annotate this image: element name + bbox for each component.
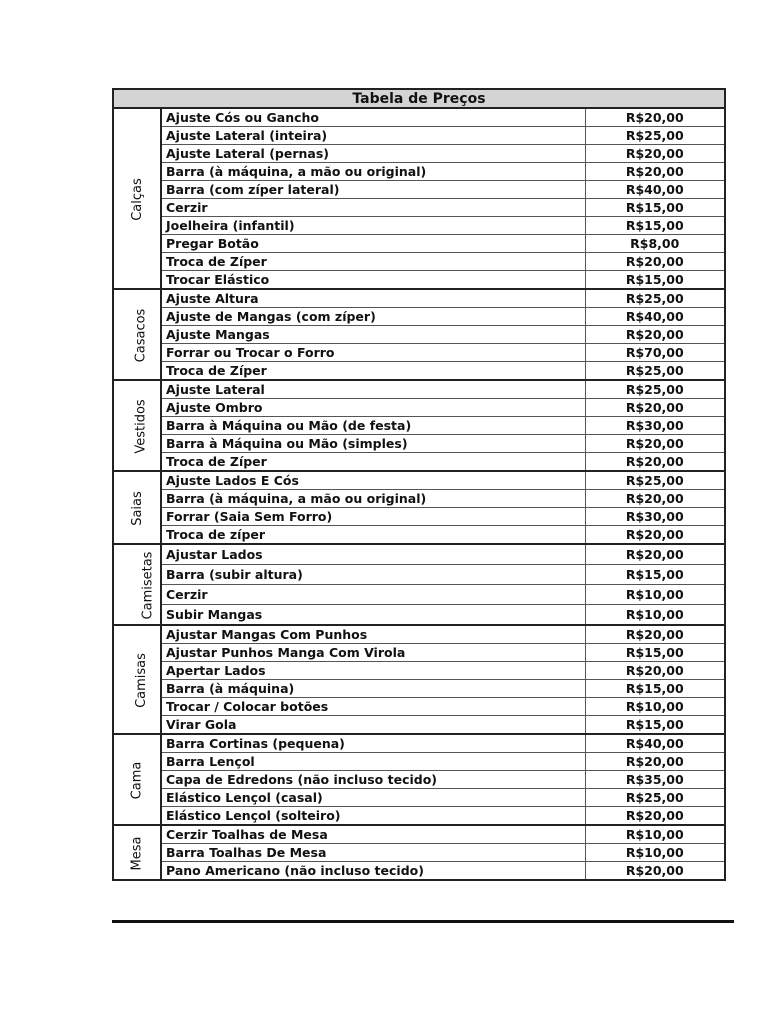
- price-cell: R$20,00: [585, 625, 725, 644]
- table-row: [113, 662, 725, 680]
- price-cell: R$20,00: [585, 662, 725, 680]
- service-cell: Ajuste Cós ou Gancho: [161, 108, 585, 127]
- price-cell: R$40,00: [585, 308, 725, 326]
- price-cell: R$20,00: [585, 526, 725, 545]
- title-row: [113, 89, 725, 108]
- service-cell: Ajuste Altura: [161, 289, 585, 308]
- table-row: [113, 326, 725, 344]
- category-cell: [113, 625, 161, 734]
- service-cell: Apertar Lados: [161, 662, 585, 680]
- price-cell: R$15,00: [585, 680, 725, 698]
- price-cell: R$15,00: [585, 716, 725, 735]
- service-cell: Ajuste de Mangas (com zíper): [161, 308, 585, 326]
- category-label: Saias: [129, 490, 145, 526]
- table-row: [113, 605, 725, 626]
- table-row: [113, 235, 725, 253]
- service-cell: Elástico Lençol (casal): [161, 789, 585, 807]
- table-row: [113, 825, 725, 844]
- table-row: [113, 253, 725, 271]
- price-cell: R$10,00: [585, 825, 725, 844]
- table-row: [113, 145, 725, 163]
- service-cell: Troca de zíper: [161, 526, 585, 545]
- table-row: [113, 417, 725, 435]
- price-cell: R$20,00: [585, 145, 725, 163]
- table-row: [113, 625, 725, 644]
- price-cell: R$35,00: [585, 771, 725, 789]
- price-cell: R$25,00: [585, 362, 725, 381]
- table-row: [113, 789, 725, 807]
- price-cell: R$10,00: [585, 605, 725, 626]
- service-cell: Barra à Máquina ou Mão (de festa): [161, 417, 585, 435]
- service-cell: Ajuste Mangas: [161, 326, 585, 344]
- table-row: [113, 526, 725, 545]
- category-label: Camisetas: [140, 551, 156, 619]
- price-cell: R$20,00: [585, 544, 725, 565]
- price-cell: R$40,00: [585, 734, 725, 753]
- service-cell: Cerzir: [161, 585, 585, 605]
- service-cell: Ajuste Lateral (pernas): [161, 145, 585, 163]
- service-cell: Barra (à máquina, a mão ou original): [161, 490, 585, 508]
- service-cell: Barra Lençol: [161, 753, 585, 771]
- table-row: [113, 544, 725, 565]
- service-cell: Barra (com zíper lateral): [161, 181, 585, 199]
- service-cell: Barra à Máquina ou Mão (simples): [161, 435, 585, 453]
- table-row: [113, 844, 725, 862]
- category-label: Vestidos: [133, 398, 149, 454]
- table-body: [113, 108, 725, 880]
- table-row: [113, 585, 725, 605]
- table-row: [113, 680, 725, 698]
- service-cell: Cerzir Toalhas de Mesa: [161, 825, 585, 844]
- service-cell: Virar Gola: [161, 716, 585, 735]
- service-cell: Troca de Zíper: [161, 453, 585, 472]
- price-cell: R$10,00: [585, 585, 725, 605]
- price-cell: R$30,00: [585, 508, 725, 526]
- service-cell: Forrar ou Trocar o Forro: [161, 344, 585, 362]
- price-cell: R$20,00: [585, 326, 725, 344]
- service-cell: Ajustar Mangas Com Punhos: [161, 625, 585, 644]
- category-cell: [113, 380, 161, 471]
- service-cell: Barra (à máquina, a mão ou original): [161, 163, 585, 181]
- service-cell: Troca de Zíper: [161, 253, 585, 271]
- price-cell: R$10,00: [585, 698, 725, 716]
- category-label: Camisas: [133, 652, 149, 708]
- table-row: [113, 399, 725, 417]
- category-cell: [113, 108, 161, 289]
- service-cell: Ajustar Punhos Manga Com Virola: [161, 644, 585, 662]
- service-cell: Barra (subir altura): [161, 565, 585, 585]
- table-row: [113, 380, 725, 399]
- price-cell: R$15,00: [585, 199, 725, 217]
- table-row: [113, 163, 725, 181]
- table-row: [113, 181, 725, 199]
- service-cell: Barra Toalhas De Mesa: [161, 844, 585, 862]
- price-cell: R$15,00: [585, 217, 725, 235]
- service-cell: Ajuste Lados E Cós: [161, 471, 585, 490]
- table-row: [113, 199, 725, 217]
- category-cell: [113, 471, 161, 544]
- service-cell: Subir Mangas: [161, 605, 585, 626]
- table-title: Tabela de Preços: [113, 89, 725, 108]
- service-cell: Ajuste Ombro: [161, 399, 585, 417]
- price-cell: R$20,00: [585, 253, 725, 271]
- service-cell: Troca de Zíper: [161, 362, 585, 381]
- category-label: Mesa: [129, 836, 145, 870]
- service-cell: Trocar / Colocar botões: [161, 698, 585, 716]
- table-row: [113, 271, 725, 290]
- service-cell: Capa de Edredons (não incluso tecido): [161, 771, 585, 789]
- table-row: [113, 753, 725, 771]
- price-table-document: [112, 88, 724, 881]
- table-row: [113, 308, 725, 326]
- table-row: [113, 490, 725, 508]
- table-row: [113, 508, 725, 526]
- price-table: [112, 88, 726, 881]
- price-cell: R$30,00: [585, 417, 725, 435]
- table-row: [113, 716, 725, 735]
- category-cell: [113, 734, 161, 825]
- table-row: [113, 127, 725, 145]
- category-label: Cama: [129, 761, 145, 799]
- service-cell: Elástico Lençol (solteiro): [161, 807, 585, 826]
- price-cell: R$20,00: [585, 753, 725, 771]
- table-row: [113, 453, 725, 472]
- price-cell: R$20,00: [585, 108, 725, 127]
- price-cell: R$20,00: [585, 453, 725, 472]
- price-cell: R$25,00: [585, 789, 725, 807]
- table-row: [113, 807, 725, 826]
- price-cell: R$8,00: [585, 235, 725, 253]
- table-row: [113, 289, 725, 308]
- service-cell: Pano Americano (não incluso tecido): [161, 862, 585, 881]
- table-row: [113, 698, 725, 716]
- service-cell: Cerzir: [161, 199, 585, 217]
- service-cell: Forrar (Saia Sem Forro): [161, 508, 585, 526]
- price-cell: R$25,00: [585, 380, 725, 399]
- price-cell: R$15,00: [585, 644, 725, 662]
- table-row: [113, 435, 725, 453]
- price-cell: R$70,00: [585, 344, 725, 362]
- service-cell: Ajuste Lateral: [161, 380, 585, 399]
- price-cell: R$20,00: [585, 163, 725, 181]
- table-row: [113, 862, 725, 881]
- category-cell: [113, 289, 161, 380]
- table-row: [113, 108, 725, 127]
- table-row: [113, 471, 725, 490]
- price-cell: R$10,00: [585, 844, 725, 862]
- category-label: Casacos: [133, 308, 149, 362]
- table-row: [113, 362, 725, 381]
- service-cell: Joelheira (infantil): [161, 217, 585, 235]
- category-cell: [113, 544, 161, 625]
- price-cell: R$40,00: [585, 181, 725, 199]
- price-cell: R$15,00: [585, 565, 725, 585]
- category-cell: [113, 825, 161, 880]
- category-label: Calças: [129, 177, 145, 221]
- service-cell: Trocar Elástico: [161, 271, 585, 290]
- table-row: [113, 644, 725, 662]
- price-cell: R$20,00: [585, 862, 725, 881]
- service-cell: Barra (à máquina): [161, 680, 585, 698]
- price-cell: R$20,00: [585, 399, 725, 417]
- table-row: [113, 734, 725, 753]
- table-row: [113, 217, 725, 235]
- table-row: [113, 344, 725, 362]
- price-cell: R$25,00: [585, 471, 725, 490]
- bottom-rule: [112, 920, 734, 923]
- table-row: [113, 771, 725, 789]
- service-cell: Ajuste Lateral (inteira): [161, 127, 585, 145]
- price-cell: R$20,00: [585, 807, 725, 826]
- table-row: [113, 565, 725, 585]
- price-cell: R$20,00: [585, 490, 725, 508]
- price-cell: R$15,00: [585, 271, 725, 290]
- service-cell: Pregar Botão: [161, 235, 585, 253]
- service-cell: Ajustar Lados: [161, 544, 585, 565]
- price-cell: R$25,00: [585, 127, 725, 145]
- price-cell: R$20,00: [585, 435, 725, 453]
- price-cell: R$25,00: [585, 289, 725, 308]
- service-cell: Barra Cortinas (pequena): [161, 734, 585, 753]
